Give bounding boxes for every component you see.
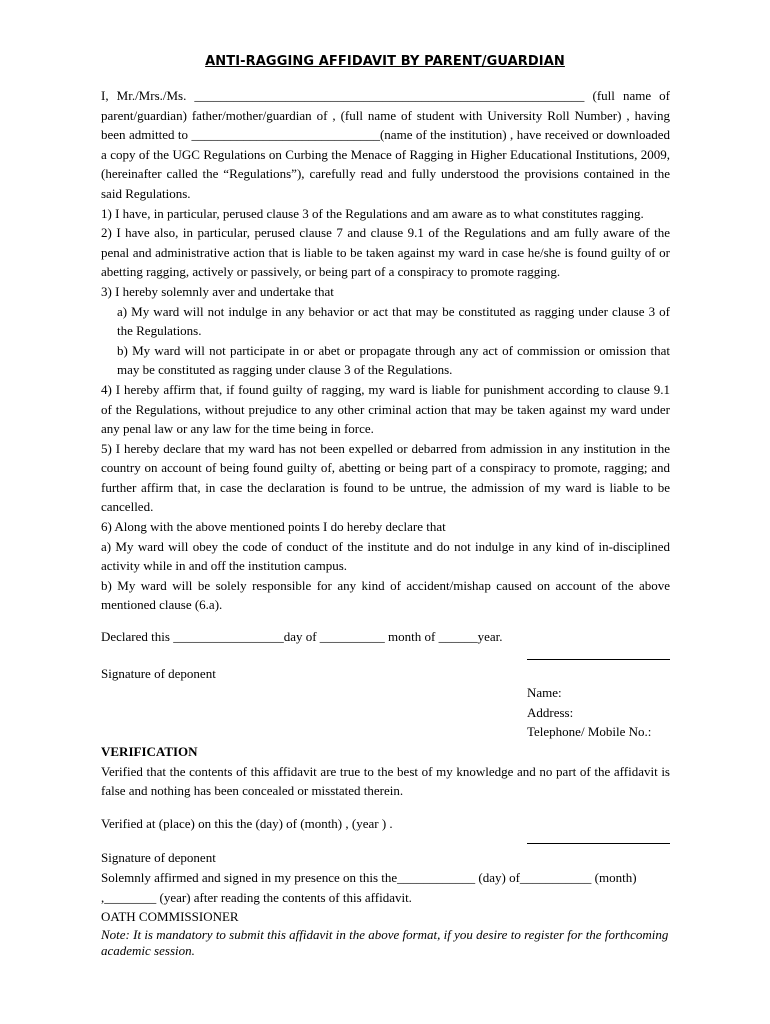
document-title: ANTI-RAGGING AFFIDAVIT BY PARENT/GUARDIAN	[205, 54, 565, 69]
mandatory-note: Note: It is mandatory to submit this affidavit in the above format, if you desire to register for the forthcoming academic session.	[101, 926, 669, 958]
clause-1: 1) I have, in particular, perused clause 3 of the Regulations and am aware as to what constitutes ragging.	[101, 205, 644, 221]
signature-line-2	[527, 843, 670, 844]
name-label: Name:	[527, 685, 562, 701]
signature-of-deponent-2: Signature of deponent	[101, 850, 216, 866]
intro-paragraph: I, Mr./Mrs./Ms. ____________________________________________________________ (full name of parent/guardian) father/mother/guardian of , (full name of student with University Roll Number) , having been admitted to _____________________________(name of the institution) , have received or downloaded a copy of the UGC Regulations on Curbing the Menace of Ragging in Higher Educational Institutions, 2009, (hereinafter called the “Regulations”), carefully read and fully understood the provisions contained in the said Regulations.	[101, 88, 670, 201]
clause-6a: a) My ward will obey the code of conduct of the institute and do not indulge in any kind of in-disciplined activity while in and off the institution campus.	[101, 538, 670, 574]
verified-at-line: Verified at (place) on this the (day) of (month) , (year ) .	[101, 815, 393, 831]
clause-6b: b) My ward will be solely responsible for any kind of accident/mishap caused on account of the above mentioned clause (6.a).	[101, 577, 670, 613]
clause-3b: b) My ward will not participate in or abet or propagate through any act of commission or omission that may be constituted as ragging under clause 3 of the Regulations.	[117, 342, 670, 378]
signature-line-1	[527, 659, 670, 660]
solemnly-affirmed-line-2: ,________ (year) after reading the contents of this affidavit.	[101, 889, 412, 905]
verification-heading: VERIFICATION	[101, 744, 198, 759]
signature-of-deponent-1: Signature of deponent	[101, 665, 216, 681]
address-label: Address:	[527, 704, 574, 720]
clause-4: 4) I hereby affirm that, if found guilty of ragging, my ward is liable for punishment according to clause 9.1 of the Regulations, without prejudice to any other criminal action that may be taken against my ward under any penal law or any law for the time being in force.	[101, 381, 670, 437]
declared-line: Declared this _________________day of __________ month of ______year.	[101, 629, 503, 645]
clause-3: 3) I hereby solemnly aver and undertake that	[101, 283, 334, 299]
clause-3a: a) My ward will not indulge in any behavior or act that may be constituted as ragging under clause 3 of the Regulations.	[117, 303, 670, 339]
clause-5: 5) I hereby declare that my ward has not been expelled or debarred from admission in any institution in the country on account of being found guilty of, abetting or being part of a conspiracy to promote, ragging; and further affirm that, in case the declaration is found to be untrue, the admission of my ward is liable to be cancelled.	[101, 440, 670, 515]
affidavit-body	[101, 86, 670, 959]
oath-commissioner: OATH COMMISSIONER	[101, 909, 239, 925]
solemnly-affirmed-line-1: Solemnly affirmed and signed in my presence on this the____________ (day) of___________ (month)	[101, 869, 637, 885]
telephone-label: Telephone/ Mobile No.:	[527, 724, 652, 740]
clause-2: 2) I have also, in particular, perused clause 7 and clause 9.1 of the Regulations and am fully aware of the penal and administrative action that is liable to be taken against my ward in case he/she is found guilty of or abetting ragging, actively or passively, or being part of a conspiracy to promote ragging.	[101, 225, 670, 280]
deponent-details	[527, 683, 670, 742]
clause-6: 6) Along with the above mentioned points I do hereby declare that	[101, 519, 446, 535]
verification-text: Verified that the contents of this affidavit are true to the best of my knowledge and no part of the affidavit is false and nothing has been concealed or misstated therein.	[101, 763, 670, 799]
